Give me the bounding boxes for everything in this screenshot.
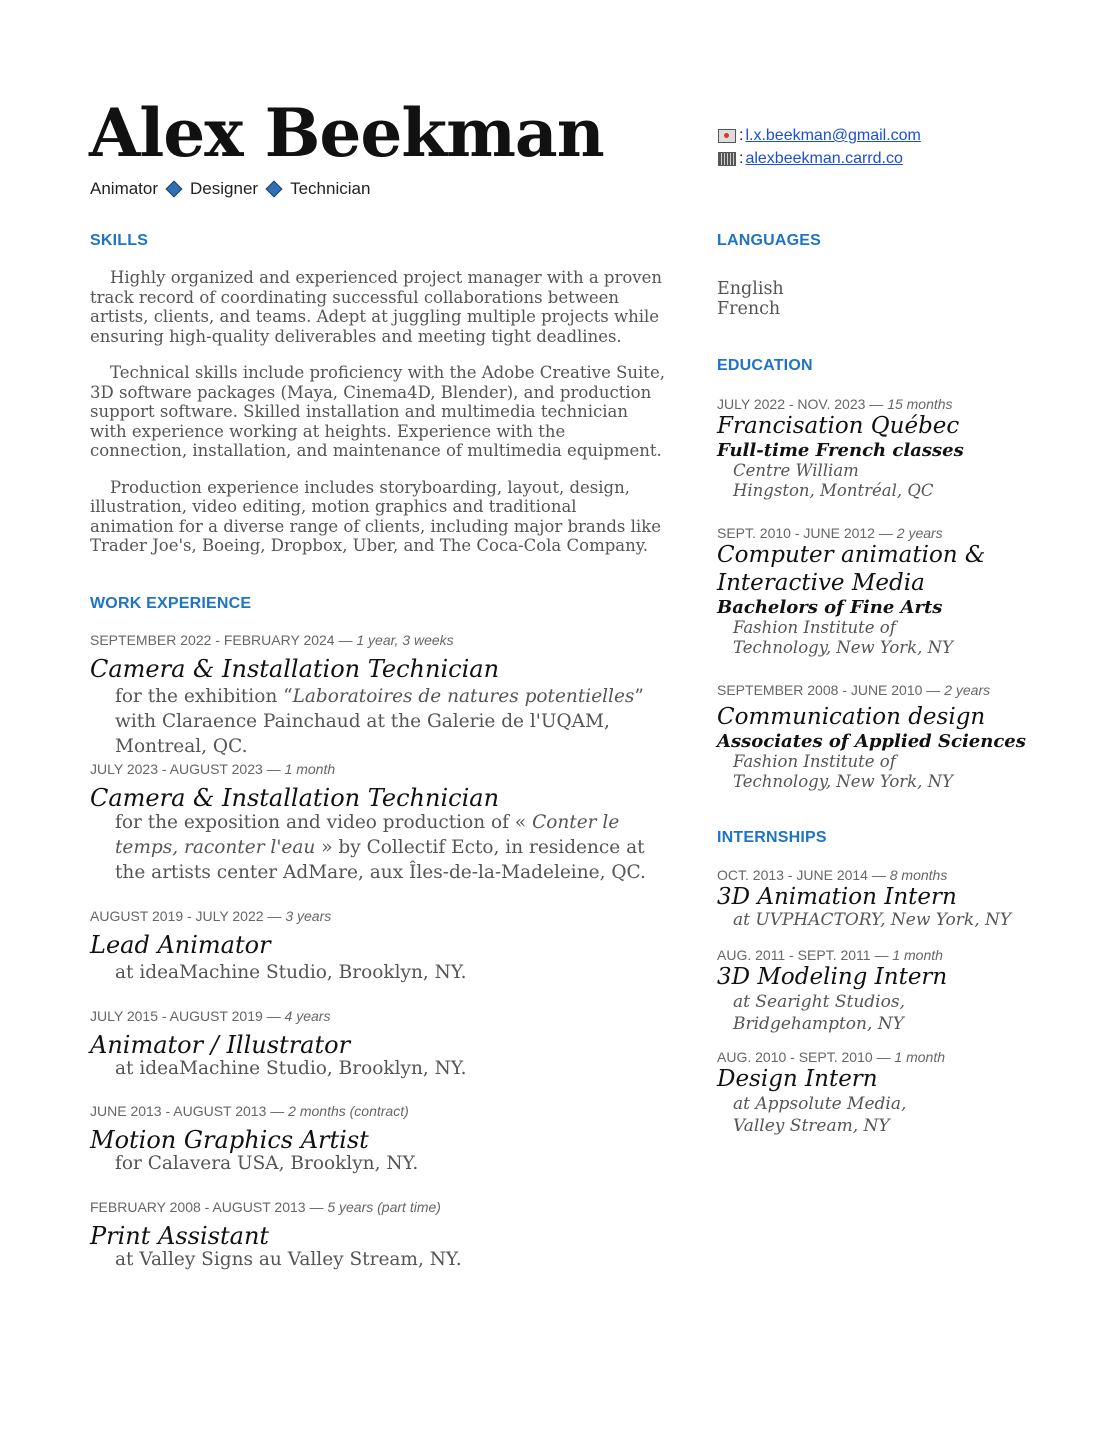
job-title: Lead Animator bbox=[90, 931, 271, 959]
education-dates: JULY 2022 - NOV. 2023 — 15 months bbox=[717, 396, 953, 412]
job-entry bbox=[90, 1199, 680, 1272]
internship-entry bbox=[717, 947, 1007, 1035]
job-description: at Valley Signs au Valley Stream, NY. bbox=[115, 1249, 462, 1271]
email-separator: : bbox=[739, 127, 744, 144]
website-icon bbox=[718, 152, 736, 166]
internship-entry bbox=[717, 1049, 1007, 1137]
job-entry bbox=[90, 1103, 680, 1176]
education-duration: 2 years bbox=[944, 682, 991, 698]
email-icon bbox=[718, 129, 736, 143]
diamond-icon bbox=[266, 181, 283, 198]
education-location: Centre William Hingston, Montréal, QC bbox=[733, 461, 934, 500]
education-entry bbox=[717, 525, 1007, 657]
languages-list bbox=[717, 279, 784, 319]
job-duration: 4 years bbox=[284, 1008, 331, 1024]
diamond-icon bbox=[166, 181, 183, 198]
internship-duration: 8 months bbox=[889, 867, 948, 883]
education-location: Fashion Institute of Technology, New York, NY bbox=[733, 752, 953, 791]
job-description: at ideaMachine Studio, Brooklyn, NY. bbox=[115, 962, 467, 984]
job-entry bbox=[90, 632, 680, 759]
skills-paragraph: Highly organized and experienced project manager with a proven track record of coordinating successful collaborations between artists, clients, and teams. Adept at juggling multiple projects while ensuring high-quality deliverables and meeting tight deadlines. bbox=[90, 268, 662, 346]
job-dates: SEPTEMBER 2022 - FEBRUARY 2024 — 1 year, 3 weeks bbox=[90, 632, 454, 648]
work-experience-heading: WORK EXPERIENCE bbox=[90, 595, 252, 612]
email-link[interactable]: l.x.beekman@gmail.com bbox=[745, 127, 921, 144]
internship-entry bbox=[717, 867, 1012, 931]
education-degree: Full-time French classes bbox=[717, 440, 964, 461]
education-degree: Associates of Applied Sciences bbox=[717, 731, 1026, 752]
internship-dates: AUG. 2010 - SEPT. 2010 — 1 month bbox=[717, 1049, 946, 1065]
role-designer: Designer bbox=[190, 179, 259, 198]
education-duration: 15 months bbox=[887, 396, 953, 412]
job-title: Motion Graphics Artist bbox=[90, 1126, 369, 1154]
education-dates: SEPT. 2010 - JUNE 2012 — 2 years bbox=[717, 525, 943, 541]
job-dates: JUNE 2013 - AUGUST 2013 — 2 months (contract) bbox=[90, 1103, 409, 1119]
role-tagline bbox=[90, 179, 370, 199]
job-entry bbox=[90, 761, 680, 885]
internship-title: 3D Modeling Intern bbox=[717, 964, 948, 990]
internship-duration: 1 month bbox=[892, 947, 943, 963]
language-item: French bbox=[717, 299, 781, 319]
internships-heading: INTERNSHIPS bbox=[717, 829, 827, 846]
education-heading: EDUCATION bbox=[717, 357, 813, 374]
website-separator: : bbox=[739, 150, 744, 167]
job-duration: 5 years (part time) bbox=[327, 1199, 441, 1215]
internship-place: at Appsolute Media, Valley Stream, NY bbox=[733, 1094, 907, 1136]
internship-dates: AUG. 2011 - SEPT. 2011 — 1 month bbox=[717, 947, 943, 963]
skills-section bbox=[90, 268, 665, 556]
skills-paragraph: Technical skills include proficiency with the Adobe Creative Suite, 3D software packages (Maya, Cinema4D, Blender), and production support software. Skilled installation and multimedia technician with experience working at heights. Experience with the connection, installation, and maintenance of multimedia equipment. bbox=[90, 363, 665, 460]
job-dates: FEBRUARY 2008 - AUGUST 2013 — 5 years (part time) bbox=[90, 1199, 441, 1215]
internship-place: at Searight Studios, Bridgehampton, NY bbox=[733, 992, 905, 1034]
job-dates: AUGUST 2019 - JULY 2022 — 3 years bbox=[90, 908, 332, 924]
internship-duration: 1 month bbox=[894, 1049, 946, 1065]
email-row bbox=[718, 124, 921, 147]
job-description: for Calavera USA, Brooklyn, NY. bbox=[115, 1153, 419, 1175]
internship-title: 3D Animation Intern bbox=[717, 884, 957, 910]
job-title: Camera & Installation Technician bbox=[90, 655, 500, 683]
job-duration: 1 month bbox=[284, 761, 336, 777]
job-description: for the exposition and video production of « Conter le temps, raconter l'eau » by Collectif Ecto, in residence at the artists center AdMare, aux Îles-de-la-Madeleine, QC. bbox=[115, 812, 646, 884]
skills-heading: SKILLS bbox=[90, 232, 149, 249]
education-dates: SEPTEMBER 2008 - JUNE 2010 — 2 years bbox=[717, 682, 991, 698]
languages-heading: LANGUAGES bbox=[717, 232, 822, 249]
contact-block bbox=[718, 124, 921, 170]
education-location: Fashion Institute of Technology, New York, NY bbox=[733, 618, 953, 657]
job-entry bbox=[90, 908, 680, 985]
job-title: Animator / Illustrator bbox=[90, 1031, 351, 1059]
internship-title: Design Intern bbox=[717, 1066, 878, 1092]
job-title: Print Assistant bbox=[90, 1222, 270, 1250]
language-item: English bbox=[717, 279, 784, 299]
education-degree: Bachelors of Fine Arts bbox=[717, 597, 943, 618]
resume-name: Alex Beekman bbox=[89, 94, 604, 172]
education-title: Francisation Québec bbox=[717, 413, 960, 439]
education-title: Computer animation & Interactive Media bbox=[717, 542, 986, 596]
website-link[interactable]: alexbeekman.carrd.co bbox=[745, 150, 903, 167]
role-animator: Animator bbox=[90, 179, 159, 198]
job-duration: 1 year, 3 weeks bbox=[356, 632, 454, 648]
role-technician: Technician bbox=[290, 179, 371, 198]
job-duration: 2 months (contract) bbox=[288, 1103, 409, 1119]
education-entry bbox=[717, 396, 1007, 500]
education-duration: 2 years bbox=[896, 525, 943, 541]
job-dates: JULY 2023 - AUGUST 2023 — 1 month bbox=[90, 761, 336, 777]
job-duration: 3 years bbox=[285, 908, 332, 924]
job-description: for the exhibition “Laboratoires de natures potentielles” with Claraence Painchaud at the Galerie de l'UQAM, Montreal, QC. bbox=[115, 686, 644, 758]
skills-paragraph: Production experience includes storyboarding, layout, design, illustration, video editing, motion graphics and traditional animation for a diverse range of clients, including major brands like Trader Joe's, Boeing, Dropbox, Uber, and The Coca-Cola Company. bbox=[90, 477, 661, 555]
education-title: Communication design bbox=[717, 704, 986, 730]
job-dates: JULY 2015 - AUGUST 2019 — 4 years bbox=[90, 1008, 331, 1024]
job-entry bbox=[90, 1008, 680, 1081]
website-row bbox=[718, 147, 921, 170]
education-entry bbox=[717, 682, 1026, 791]
job-description: at ideaMachine Studio, Brooklyn, NY. bbox=[115, 1058, 467, 1080]
job-title: Camera & Installation Technician bbox=[90, 784, 500, 812]
internship-dates: OCT. 2013 - JUNE 2014 — 8 months bbox=[717, 867, 948, 883]
internship-place: at UVPHACTORY, New York, NY bbox=[733, 910, 1012, 930]
